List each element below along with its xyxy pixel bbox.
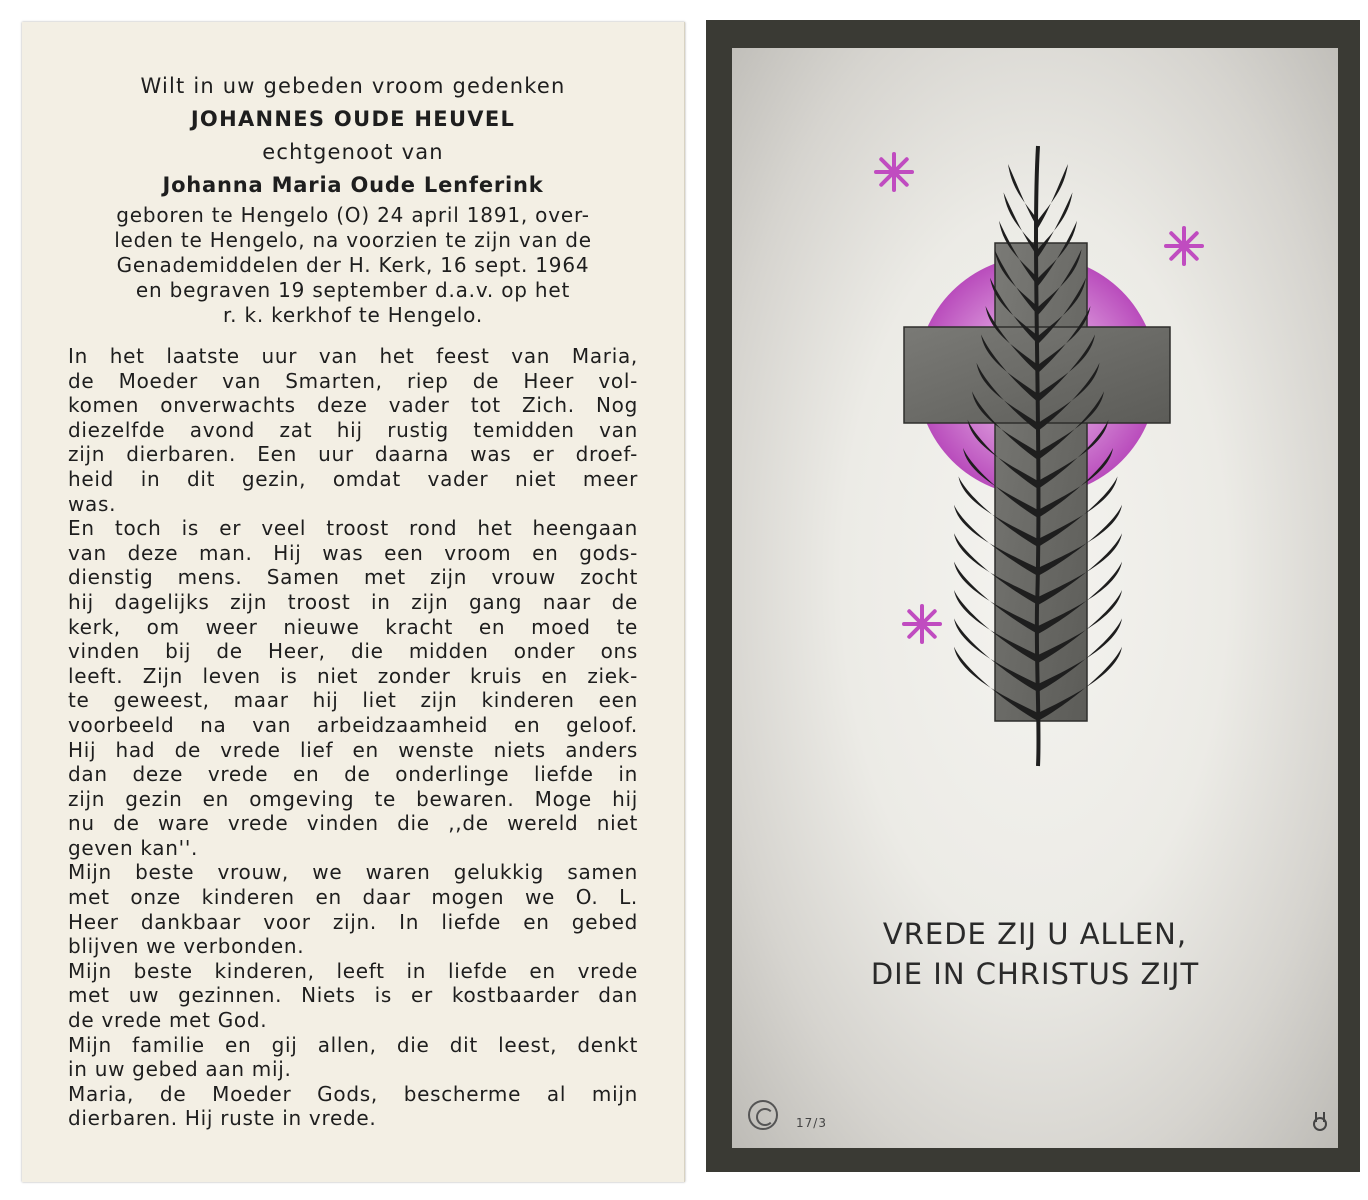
text-line: geven kan''. bbox=[68, 835, 199, 860]
text-line: van deze man. Hij was een vroom en gods- bbox=[68, 540, 638, 565]
publisher-logo-icon bbox=[748, 1100, 778, 1130]
text-line: dienstig mens. Samen met zijn vrouw zocht bbox=[68, 565, 638, 590]
text-line: zijn dierbaren. Een uur daarna was er droef- bbox=[68, 442, 638, 467]
text-line: met onze kinderen en daar mogen we O. L. bbox=[68, 885, 638, 910]
text-line: in uw gebed aan mij. bbox=[68, 1057, 292, 1082]
card-header bbox=[68, 70, 638, 328]
star-icon bbox=[1166, 228, 1202, 264]
print-code: 17/3 bbox=[796, 1116, 827, 1130]
bio-line: leden te Hengelo, na voorzien te zijn van de bbox=[114, 228, 592, 252]
text-line: nu de ware vrede vinden die ,,de wereld niet bbox=[68, 811, 638, 836]
star-icon bbox=[876, 154, 912, 190]
motto bbox=[732, 914, 1338, 994]
memorial-text bbox=[68, 344, 638, 1131]
text-line: heid in dit gezin, omdat vader niet meer bbox=[68, 466, 638, 491]
picture-panel bbox=[732, 48, 1338, 1148]
text-line: Heer dankbaar voor zijn. In liefde en gebed bbox=[68, 909, 638, 934]
text-line: Mijn beste vrouw, we waren gelukkig samen bbox=[68, 860, 638, 885]
text-line: was. bbox=[68, 491, 117, 516]
text-line: dierbaren. Hij ruste in vrede. bbox=[68, 1106, 377, 1131]
text-line: hij dagelijks zijn troost in zijn gang naar de bbox=[68, 589, 638, 614]
spouse-name: Johanna Maria Oude Lenferink bbox=[162, 173, 544, 197]
bio-line: en begraven 19 september d.a.v. op het bbox=[135, 278, 571, 302]
text-line: blijven we verbonden. bbox=[68, 934, 305, 959]
text-line: dan deze vrede en de onderlinge liefde in bbox=[68, 762, 638, 787]
text-line: Mijn beste kinderen, leeft in liefde en vrede bbox=[68, 958, 638, 983]
text-line: met uw gezinnen. Niets is er kostbaarder dan bbox=[68, 983, 638, 1008]
text-line: diezelfde avond zat hij rustig temidden van bbox=[68, 417, 638, 442]
text-line: te geweest, maar hij liet zijn kinderen een bbox=[68, 688, 638, 713]
bio-line: geboren te Hengelo (O) 24 april 1891, over- bbox=[116, 203, 590, 227]
text-line: Maria, de Moeder Gods, bescherme al mijn bbox=[68, 1081, 638, 1106]
text-line: In het laatste uur van het feest van Maria, bbox=[68, 344, 638, 368]
text-card bbox=[22, 22, 685, 1182]
motto-line-1: VREDE ZIJ U ALLEN, bbox=[882, 917, 1188, 951]
star-icon bbox=[904, 606, 940, 642]
text-line: leeft. Zijn leven is niet zonder kruis en ziek- bbox=[68, 663, 638, 688]
intro-line: Wilt in uw gebeden vroom gedenken bbox=[140, 74, 566, 98]
artist-monogram-icon bbox=[1310, 1110, 1330, 1132]
text-line: zijn gezin en omgeving te bewaren. Moge hij bbox=[68, 786, 638, 811]
text-line: En toch is er veel troost rond het heengaan bbox=[68, 516, 638, 541]
picture-card bbox=[706, 20, 1360, 1172]
text-line: voorbeeld na van arbeidzaamheid en geloof. bbox=[68, 712, 638, 737]
bio-line: r. k. kerkhof te Hengelo. bbox=[222, 303, 483, 327]
text-line: Hij had de vrede lief en wenste niets anders bbox=[68, 737, 638, 762]
biography bbox=[68, 203, 638, 328]
text-line: kerk, om weer nieuwe kracht en moed te bbox=[68, 614, 638, 639]
bio-line: Genademiddelen der H. Kerk, 16 sept. 1964 bbox=[116, 253, 590, 277]
text-line: komen onverwachts deze vader tot Zich. Nog bbox=[68, 393, 638, 418]
text-line: de vrede met God. bbox=[68, 1008, 268, 1033]
text-line: vinden bij de Heer, die midden onder ons bbox=[68, 639, 638, 664]
relation-line: echtgenoot van bbox=[262, 140, 444, 164]
deceased-name: JOHANNES OUDE HEUVEL bbox=[190, 107, 516, 131]
text-line: Mijn familie en gij allen, die dit leest, denkt bbox=[68, 1032, 638, 1057]
text-line: de Moeder van Smarten, riep de Heer vol- bbox=[68, 368, 638, 393]
motto-line-2: DIE IN CHRISTUS ZIJT bbox=[870, 957, 1200, 991]
